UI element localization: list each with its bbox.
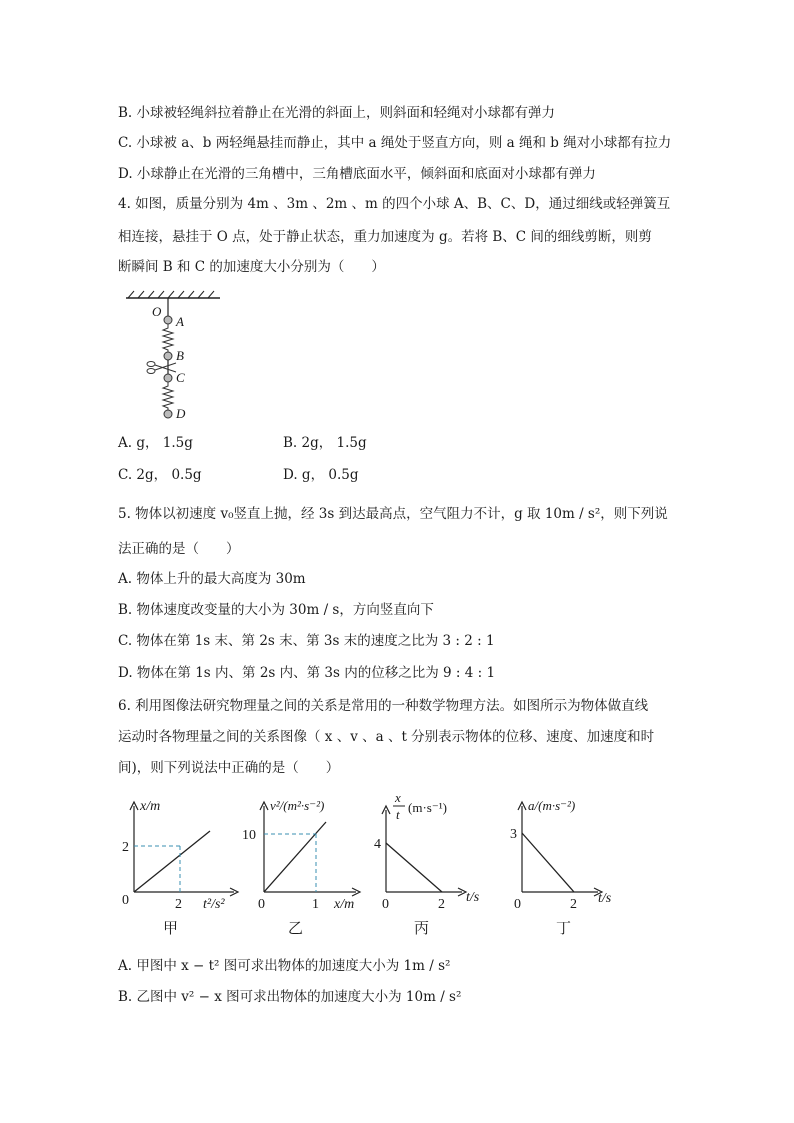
x-label: t²/s² <box>203 897 225 912</box>
data-line <box>522 833 574 892</box>
y-label-denominator: t <box>396 807 400 822</box>
q6-option-a: A. 甲图中 x − t² 图可求出物体的加速度大小为 1m / s² <box>118 958 451 974</box>
ball-b <box>164 352 172 360</box>
caption: 乙 <box>288 921 304 937</box>
label-o: O <box>152 304 162 319</box>
q5-option-b: B. 物体速度改变量的大小为 30m / s，方向竖直向下 <box>118 602 434 618</box>
ball-c <box>164 374 172 382</box>
x-tick: 2 <box>438 897 445 912</box>
x-label: t/s <box>598 891 612 906</box>
label-a: A <box>176 314 184 329</box>
q4-option-d: D. g， 0.5g <box>283 467 359 483</box>
graph-yi <box>240 796 370 941</box>
origin-label: 0 <box>514 897 521 912</box>
q6-stem-line3: 间)，则下列说法中正确的是（ ） <box>118 760 340 776</box>
spring-ab <box>163 324 173 352</box>
origin-label: 0 <box>258 897 265 912</box>
q3-option-d: D. 小球静止在光滑的三角槽中，三角槽底面水平，倾斜面和底面对小球都有弹力 <box>118 166 596 182</box>
q4-stem-line2: 相连接，悬挂于 O 点，处于静止状态，重力加速度为 g。若将 B、C 间的细线剪断，则剪 <box>118 229 652 245</box>
ball-a <box>164 316 172 324</box>
q6-stem-line1: 6. 利用图像法研究物理量之间的关系是常用的一种数学物理方法。如图所示为物体做直线 <box>118 698 649 714</box>
q5-option-c: C. 物体在第 1s 末、第 2s 末、第 3s 末的速度之比为 3 : 2 : 1 <box>118 633 495 649</box>
x-tick: 1 <box>312 897 319 912</box>
data-line <box>386 843 442 892</box>
scissors-icon <box>147 362 176 374</box>
y-label-unit: (m·s⁻¹) <box>408 800 447 815</box>
caption: 甲 <box>163 921 179 937</box>
x-label: t/s <box>466 890 480 905</box>
q5-stem-line1: 5. 物体以初速度 v₀竖直上抛，经 3s 到达最高点，空气阻力不计，g 取 10m / s²，则下列说 <box>118 506 668 522</box>
graph-bing <box>372 790 502 941</box>
data-line <box>134 831 210 892</box>
q4-stem-line3: 断瞬间 B 和 C 的加速度大小分别为（ ） <box>118 259 385 275</box>
label-d: D <box>176 406 186 421</box>
q4-stem-line1: 4. 如图，质量分别为 4m 、3m 、2m 、m 的四个小球 A、B、C、D，通过细线或轻弹簧互 <box>118 196 671 212</box>
q4-spring-figure <box>118 290 228 425</box>
ceiling-hatch <box>128 291 214 298</box>
origin-label: 0 <box>382 897 389 912</box>
data-line <box>264 822 326 892</box>
label-b: B <box>176 348 184 363</box>
y-label: v²/(m²·s⁻²) <box>270 798 325 813</box>
y-label-numerator: x <box>395 790 401 805</box>
spring-cd <box>163 382 173 410</box>
q4-option-c: C. 2g， 0.5g <box>118 467 202 483</box>
q5-option-d: D. 物体在第 1s 内、第 2s 内、第 3s 内的位移之比为 9 : 4 : 1 <box>118 665 496 681</box>
q5-stem-line2: 法正确的是（ ） <box>118 541 240 557</box>
y-tick: 4 <box>374 837 381 852</box>
graph-jia <box>116 796 246 941</box>
x-label: x/m <box>334 897 355 912</box>
y-tick: 2 <box>122 840 129 855</box>
q3-option-c: C. 小球被 a、b 两轻绳悬挂而静止，其中 a 绳处于竖直方向，则 a 绳和 b 绳对小球都有拉力 <box>118 135 672 151</box>
x-tick: 2 <box>570 897 577 912</box>
q5-option-a: A. 物体上升的最大高度为 30m <box>118 571 306 587</box>
caption: 丁 <box>556 921 572 937</box>
q3-option-b: B. 小球被轻绳斜拉着静止在光滑的斜面上，则斜面和轻绳对小球都有弹力 <box>118 105 556 121</box>
origin-label: 0 <box>122 893 129 908</box>
q6-stem-line2: 运动时各物理量之间的关系图像（ x 、v 、a 、t 分别表示物体的位移、速度、加速度和时 <box>118 729 655 745</box>
ball-d <box>164 410 172 418</box>
caption: 丙 <box>414 921 430 937</box>
y-tick: 3 <box>510 827 517 842</box>
q6-option-b: B. 乙图中 v² − x 图可求出物体的加速度大小为 10m / s² <box>118 989 462 1005</box>
q4-option-a: A. g， 1.5g <box>118 435 193 451</box>
graph-ding <box>506 796 636 941</box>
y-label: a/(m·s⁻²) <box>528 798 576 813</box>
q4-option-b: B. 2g， 1.5g <box>283 435 367 451</box>
y-tick: 10 <box>242 828 256 843</box>
label-c: C <box>176 370 185 385</box>
x-tick: 2 <box>175 897 182 912</box>
y-label: x/m <box>140 799 161 814</box>
